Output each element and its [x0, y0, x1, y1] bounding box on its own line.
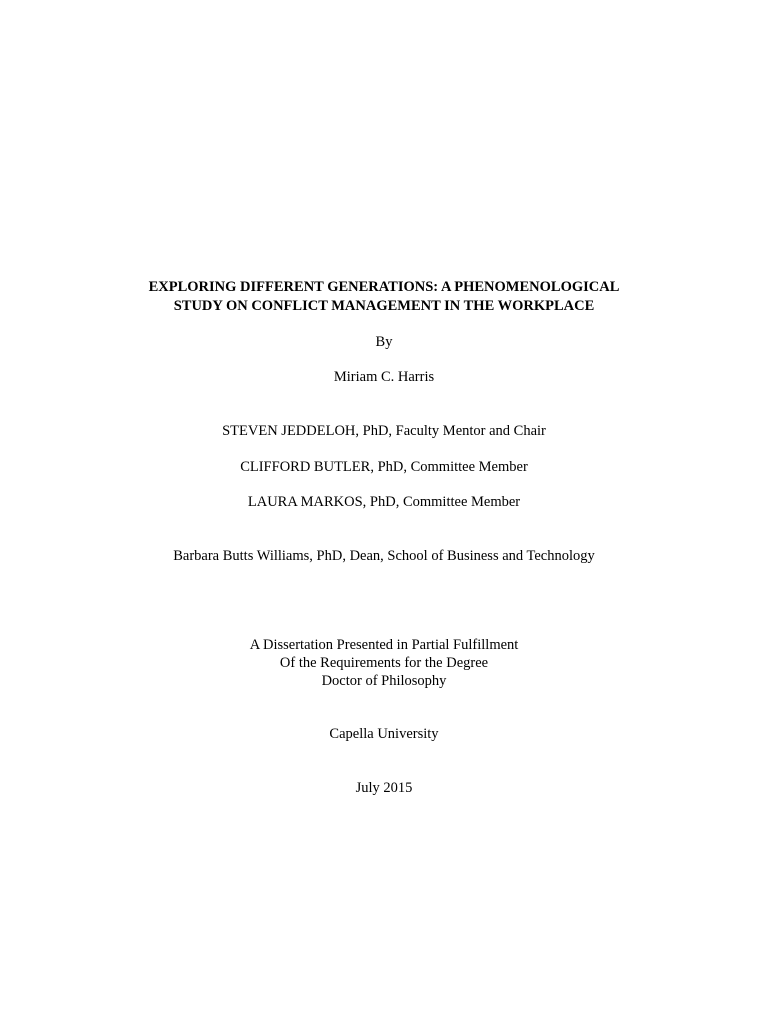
committee-chair: STEVEN JEDDELOH, PhD, Faculty Mentor and Chair	[222, 423, 546, 439]
dean-line: Barbara Butts Williams, PhD, Dean, School of Business and Technology	[173, 548, 595, 564]
university-name: Capella University	[329, 726, 439, 742]
title-line-1: EXPLORING DIFFERENT GENERATIONS: A PHENOMENOLOGICAL	[148, 279, 620, 295]
by-label: By	[375, 334, 393, 350]
author-name: Miriam C. Harris	[333, 369, 435, 385]
title-line-2: STUDY ON CONFLICT MANAGEMENT IN THE WORKPLACE	[173, 298, 595, 314]
degree-name: Doctor of Philosophy	[321, 673, 447, 689]
fulfillment-line-1: A Dissertation Presented in Partial Fulfillment	[249, 637, 519, 653]
date: July 2015	[355, 780, 413, 796]
committee-member-1: CLIFFORD BUTLER, PhD, Committee Member	[240, 459, 528, 475]
fulfillment-line-2: Of the Requirements for the Degree	[279, 655, 489, 671]
committee-member-2: LAURA MARKOS, PhD, Committee Member	[247, 494, 521, 510]
